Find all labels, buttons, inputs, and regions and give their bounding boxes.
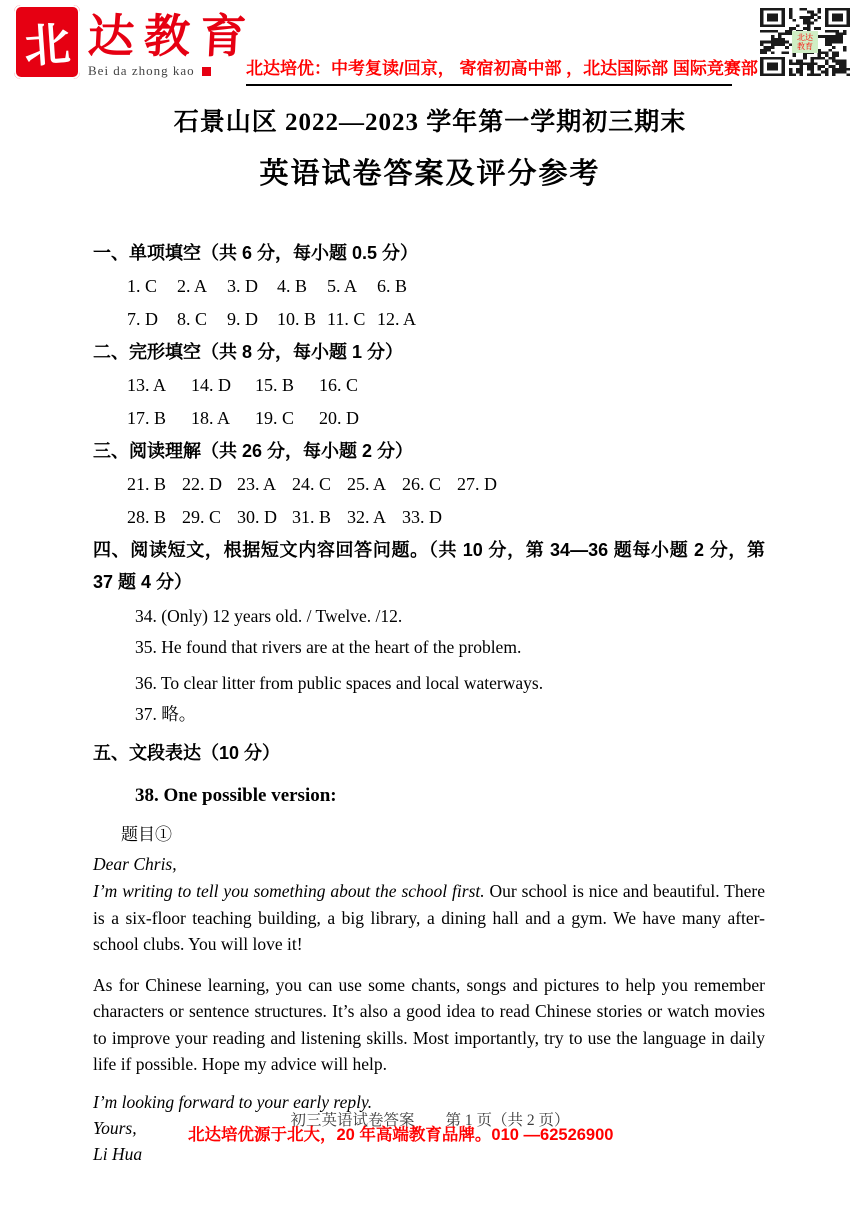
answer-item: 23. A (237, 474, 277, 494)
question-35-answer: 35. He found that rivers are at the heart of the problem. (135, 637, 522, 657)
answer-item: 19. C (255, 408, 295, 428)
qr-label-line2: 教育 (797, 42, 813, 51)
essay-paragraph-1-italic: I’m writing to tell you something about the school first. (93, 881, 485, 901)
section-3-answers-row-1 (93, 468, 765, 501)
essay-valediction: Yours, (93, 1117, 137, 1138)
brand-logo (14, 5, 256, 79)
section-1-heading: 一、单项填空（共 6 分，每小题 0.5 分） (93, 243, 419, 263)
question-36-answer: 36. To clear litter from public spaces and local waterways. (135, 673, 544, 693)
answer-item: 16. C (319, 375, 359, 395)
answer-item: 18. A (191, 408, 231, 428)
document-title-line1: 石景山区 2022—2023 学年第一学期初三期末 (173, 109, 687, 136)
answer-item: 15. B (255, 375, 295, 395)
section-3-answers-row-2 (93, 501, 765, 534)
question-34-answer: 34. (Only) 12 years old. / Twelve. /12. (135, 606, 403, 626)
answer-item: 25. A (347, 474, 387, 494)
answer-item: 8. C (177, 309, 208, 329)
answer-item: 4. B (277, 276, 308, 296)
answer-item: 31. B (292, 507, 332, 527)
header-slogan: 北达培优：中考复读/回京， 寄宿初高中部 ，北达国际部 国际竞赛部 (246, 59, 758, 78)
answer-item: 11. C (327, 309, 366, 329)
qr-label-line1: 北达 (797, 33, 813, 42)
answer-item: 33. D (402, 507, 442, 527)
answer-item: 9. D (227, 309, 258, 329)
answer-item: 10. B (277, 309, 317, 329)
answer-item: 21. B (127, 474, 167, 494)
answer-item: 24. C (292, 474, 332, 494)
answer-item: 30. D (237, 507, 277, 527)
footer-brand-line: 北达培优源于北大，20 年高端教育品牌。010 —62526900 (188, 1126, 614, 1144)
qr-center-label (792, 31, 818, 53)
page-number-line: 初三英语试卷答案 第 1 页（共 2 页） (290, 1112, 570, 1129)
brand-subtext-label: Bei da zhong kao (88, 63, 195, 78)
brand-name: 达教育 (86, 11, 258, 62)
answer-item: 27. D (457, 474, 497, 494)
answer-item: 14. D (191, 375, 231, 395)
answer-item: 7. D (127, 309, 158, 329)
answer-item: 13. A (127, 375, 167, 395)
answer-item: 22. D (182, 474, 222, 494)
answer-item: 28. B (127, 507, 167, 527)
answer-item: 32. A (347, 507, 387, 527)
answer-key-content (0, 192, 860, 1167)
essay-closing-line: I’m looking forward to your early reply. (93, 1091, 373, 1112)
answer-item: 29. C (182, 507, 222, 527)
answer-item: 26. C (402, 474, 442, 494)
brand-subtext (88, 63, 256, 79)
essay-paragraph-2: As for Chinese learning, you can use some chants, songs and pictures to help you remember characters or sentence structures. It’s also a good idea to read Chinese stories or watch movies to improve your reading and listening skills. Most importantly, try to use the language in daily life if possible. Hope my advice will help. (93, 974, 765, 1074)
essay-paragraph-1-rest: Our school is nice and beautiful. There is a six-floor teaching building, a big library, a dining hall and a gym. We have many after-school clubs. You will love it! (93, 881, 765, 954)
qr-code (760, 8, 850, 76)
document-title-line2: 英语试卷答案及评分参考 (259, 158, 601, 190)
section-2-answers-row-1 (93, 369, 765, 402)
essay-version-label: 38. One possible version: (135, 785, 337, 806)
section-4-heading: 四、阅读短文，根据短文内容回答问题。（共 10 分，第 34—36 题每小题 2 分，第 37 题 4 分） (93, 540, 765, 592)
section-2-heading: 二、完形填空（共 8 分，每小题 1 分） (93, 342, 404, 362)
section-3-heading: 三、阅读理解（共 26 分，每小题 2 分） (93, 441, 414, 461)
brand-seal (14, 5, 80, 79)
header (0, 0, 860, 92)
answer-item: 5. A (327, 276, 358, 296)
answer-item: 2. A (177, 276, 208, 296)
answer-item: 1. C (127, 276, 158, 296)
essay-salutation: Dear Chris, (93, 854, 177, 874)
answer-item: 3. D (227, 276, 258, 296)
seal-character: 北 (22, 17, 72, 73)
question-37-answer: 37. 略。 (135, 704, 197, 724)
section-1-answers-row-2 (93, 303, 765, 336)
logo-text-block (88, 5, 256, 79)
answer-item: 20. D (319, 408, 359, 428)
section-5-heading: 五、文段表达（10 分） (93, 743, 281, 763)
essay-signature: Li Hua (93, 1143, 143, 1164)
answer-item: 17. B (127, 408, 167, 428)
red-square-icon (202, 67, 211, 76)
answer-item: 12. A (377, 309, 417, 329)
answer-item: 6. B (377, 276, 408, 296)
section-2-answers-row-2 (93, 402, 765, 435)
essay-topic-label: 题目① (121, 825, 172, 844)
essay-paragraph-1 (93, 878, 765, 958)
section-1-answers-row-1 (93, 270, 765, 303)
header-divider (246, 84, 732, 86)
